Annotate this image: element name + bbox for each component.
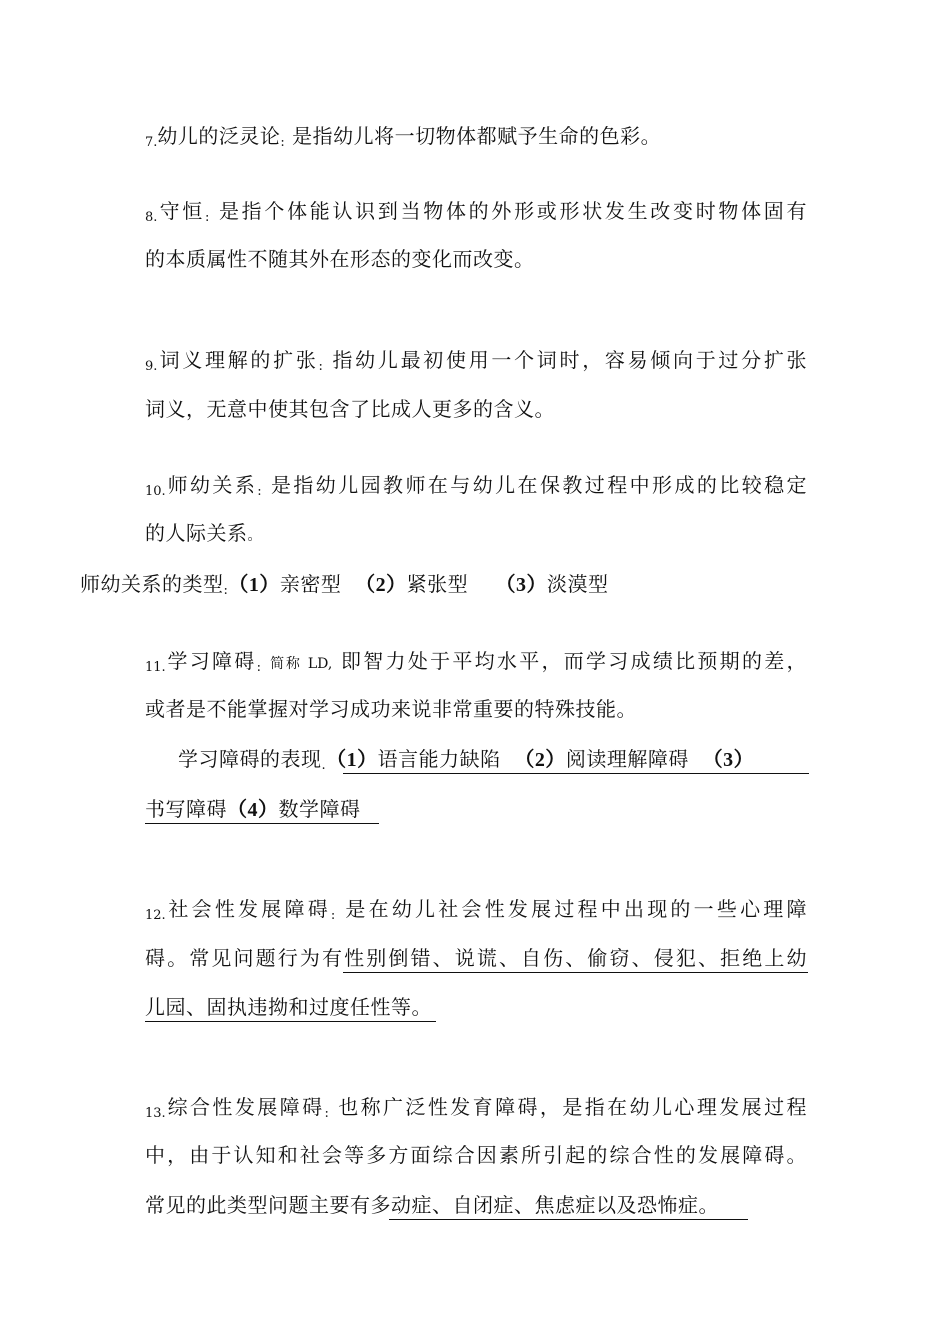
entry-definition: 也称广泛性发育障碍，是指在幼儿心理发展过程: [338, 1095, 808, 1119]
entry-definition-cont: 或者是不能掌握对学习成功来说非常重要的特殊技能。: [145, 697, 637, 721]
underline: [389, 1219, 748, 1220]
entry-7-line-1: [145, 122, 815, 157]
entry-number: 8.: [145, 210, 158, 225]
manifest-3-number: （3）: [702, 749, 755, 771]
entry-number: 12.: [145, 908, 166, 923]
type-2-label: 紧张型: [406, 572, 469, 596]
learning-disability-manifestations-line-2: [145, 795, 815, 824]
entry-term: 学习障碍: [165, 649, 257, 673]
entry-term: 师幼关系: [165, 473, 258, 497]
entry-number: 10.: [145, 484, 166, 499]
entry-definition: 指幼儿最初使用一个词时，容易倾向于过分扩张: [332, 348, 808, 372]
underline: [145, 823, 379, 824]
type-2-number: （2）: [355, 574, 407, 596]
entry-term: 综合性发展障碍: [165, 1095, 325, 1119]
entry-definition-cont: 碍。常见问题行为有: [145, 946, 345, 970]
entry-separator: :: [280, 135, 286, 150]
entry-11-line-1: [145, 647, 807, 682]
entry-number: 13.: [145, 1106, 166, 1121]
entry-definition: 即智力处于平均水平，而学习成绩比预期的差，: [341, 649, 808, 673]
common-problems: 多动症、自闭症、焦虑症以及恐怖症: [370, 1193, 699, 1217]
entry-13-line-3: [145, 1191, 815, 1219]
entry-term: 词义理解的扩张: [157, 348, 319, 372]
entry-definition: 是指幼儿将一切物体都赋予生命的色彩。: [292, 124, 662, 148]
type-3-number: （3）: [495, 574, 548, 596]
entry-11-line-2: [145, 695, 815, 723]
entry-definition-cont: 中，由于认知和社会等多方面综合因素所引起的综合性的发展障碍。: [145, 1143, 807, 1167]
type-1-number: （1）: [228, 574, 280, 596]
underline: [343, 773, 809, 774]
entry-13-line-2: [145, 1141, 807, 1169]
entry-period: 。: [411, 995, 432, 1019]
manifest-2-number: （2）: [514, 749, 566, 771]
underline: [343, 972, 808, 973]
entry-definition: 是在幼儿社会性发展过程中出现的一些心理障: [345, 897, 808, 921]
underline: [145, 1021, 436, 1022]
entry-separator: :: [256, 660, 262, 675]
manifest-label: 学习障碍的表现: [178, 747, 322, 771]
types-label: 师幼关系的类型: [80, 572, 224, 596]
entry-8-line-2: [145, 245, 815, 273]
entry-term: 社会性发展障碍: [165, 897, 331, 921]
entry-separator: :: [205, 210, 210, 225]
entry-10-line-2: [145, 519, 815, 550]
entry-definition-cont: 的本质属性不随其外在形态的变化而改变。: [145, 247, 535, 271]
manifest-3-label: 书写障碍: [145, 797, 227, 821]
entry-number: 11.: [145, 660, 166, 675]
entry-separator: :: [330, 908, 336, 923]
entry-12-line-3: [145, 993, 815, 1021]
entry-12-line-2: [145, 944, 807, 972]
entry-separator: :: [324, 1106, 330, 1121]
learning-disability-manifestations-line-1: [178, 745, 810, 780]
entry-abbreviation: 简称 LD,: [270, 656, 333, 672]
teacher-child-relation-types: [80, 570, 750, 605]
entry-definition-cont: 常见的此类型问题主要有: [145, 1193, 371, 1217]
entry-period: 。: [247, 528, 262, 544]
entry-number: 9.: [145, 359, 158, 374]
entry-period: 。: [698, 1193, 719, 1217]
entry-definition: 是指个体能认识到当物体的外形或形状发生改变时物体固有: [218, 199, 808, 223]
entry-10-line-1: [145, 471, 807, 506]
entry-definition-cont: 的人际关系: [145, 521, 248, 545]
problem-behaviors-cont: 儿园、固执违拗和过度任性等: [145, 995, 412, 1019]
entry-9-line-1: [145, 346, 807, 381]
manifest-2-label: 阅读理解障碍: [565, 747, 689, 771]
entry-12-line-1: [145, 895, 807, 930]
entry-9-line-2: [145, 395, 815, 423]
entry-definition: 是指幼儿园教师在与幼儿在保教过程中形成的比较稳定: [270, 473, 808, 497]
manifest-4-number: （4）: [227, 799, 279, 821]
entry-13-line-1: [145, 1093, 807, 1128]
entry-term: 幼儿的泛灵论: [157, 124, 281, 148]
type-3-label: 淡漠型: [547, 572, 609, 596]
manifest-4-label: 数学障碍: [278, 797, 361, 821]
entry-number: 7.: [145, 135, 158, 150]
manifest-1-label: 语言能力缺陷: [377, 747, 501, 771]
manifest-separator: .: [321, 758, 327, 773]
problem-behaviors: 性别倒错、说谎、自伤、偷窃、侵犯、拒绝上幼: [344, 946, 808, 970]
entry-8-line-1: [145, 197, 807, 232]
entry-separator: :: [318, 359, 324, 374]
types-separator: :: [223, 583, 229, 598]
manifest-1-number: （1）: [326, 749, 378, 771]
entry-term: 守恒: [157, 199, 206, 223]
entry-separator: :: [257, 484, 263, 499]
type-1-label: 亲密型: [279, 572, 342, 596]
entry-definition-cont: 词义，无意中使其包含了比成人更多的含义。: [145, 397, 555, 421]
